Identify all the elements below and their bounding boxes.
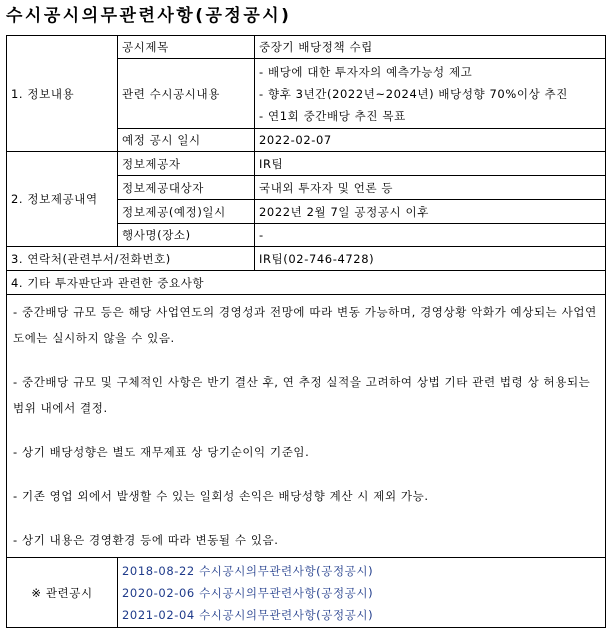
table-row bbox=[7, 36, 606, 59]
note-paragraph: - 중간배당 규모 등은 해당 사업연도의 경영성과 전망에 따라 변동 가능하며, 경영상황 악화가 예상되는 사업연도에는 실시하지 않을 수 있음. bbox=[13, 305, 597, 345]
value-scheduled-date: 2022-02-07 bbox=[255, 129, 606, 152]
table-row bbox=[7, 271, 606, 295]
label-provision-date: 정보제공(예정)일시 bbox=[118, 200, 255, 224]
label-disclosure-title: 공시제목 bbox=[118, 36, 255, 59]
related-heading: ※ 관련공시 bbox=[7, 558, 118, 628]
note-paragraph: - 기존 영업 외에서 발생할 수 있는 일회성 손익은 배당성향 계산 시 제외 가능. bbox=[13, 489, 429, 503]
related-disclosure-link[interactable]: 2021-02-04 수시공시의무관련사항(공정공시) bbox=[122, 607, 374, 622]
section-4-heading: 4. 기타 투자판단과 관련한 중요사항 bbox=[7, 271, 606, 295]
table-row bbox=[7, 152, 606, 176]
label-provider: 정보제공자 bbox=[118, 152, 255, 176]
label-scheduled-date: 예정 공시 일시 bbox=[118, 129, 255, 152]
section-2-heading: 2. 정보제공내역 bbox=[7, 152, 118, 247]
section-3-heading: 3. 연락처(관련부서/전화번호) bbox=[7, 247, 255, 271]
value-contact: IR팀(02-746-4728) bbox=[255, 247, 606, 271]
table-row bbox=[7, 558, 606, 628]
related-links bbox=[118, 558, 606, 628]
disclosure-table bbox=[6, 35, 606, 628]
value-provision-date: 2022년 2월 7일 공정공시 이후 bbox=[255, 200, 606, 224]
label-recipients: 정보제공대상자 bbox=[118, 176, 255, 200]
label-related-content: 관련 수시공시내용 bbox=[118, 59, 255, 129]
content-line: - 배당에 대한 투자자의 예측가능성 제고 bbox=[259, 64, 473, 79]
section-1-heading: 1. 정보내용 bbox=[7, 36, 118, 152]
value-event-venue: - bbox=[255, 224, 606, 247]
note-paragraph: - 상기 배당성향은 별도 재무제표 상 당기순이익 기준임. bbox=[13, 445, 310, 459]
note-paragraph: - 상기 내용은 경영환경 등에 따라 변동될 수 있음. bbox=[13, 533, 279, 547]
content-line: - 연1회 중간배당 추진 목표 bbox=[259, 108, 406, 123]
value-related-content bbox=[255, 59, 606, 129]
related-disclosure-link[interactable]: 2020-02-06 수시공시의무관련사항(공정공시) bbox=[122, 585, 374, 600]
note-paragraph: - 중간배당 규모 및 구체적인 사항은 반기 결산 후, 연 추정 실적을 고려하여 상법 기타 관련 법령 상 허용되는 범위 내에서 결정. bbox=[13, 375, 591, 415]
page-title: 수시공시의무관련사항(공정공시) bbox=[6, 6, 292, 26]
table-row bbox=[7, 247, 606, 271]
content-line: - 향후 3년간(2022년~2024년) 배당성향 70%이상 추진 bbox=[259, 86, 568, 101]
table-row bbox=[7, 295, 606, 558]
related-disclosure-link[interactable]: 2018-08-22 수시공시의무관련사항(공정공시) bbox=[122, 563, 374, 578]
label-event-venue: 행사명(장소) bbox=[118, 224, 255, 247]
value-disclosure-title: 중장기 배당정책 수립 bbox=[255, 36, 606, 59]
value-recipients: 국내외 투자자 및 언론 등 bbox=[255, 176, 606, 200]
section-4-body bbox=[7, 295, 606, 558]
value-provider: IR팀 bbox=[255, 152, 606, 176]
